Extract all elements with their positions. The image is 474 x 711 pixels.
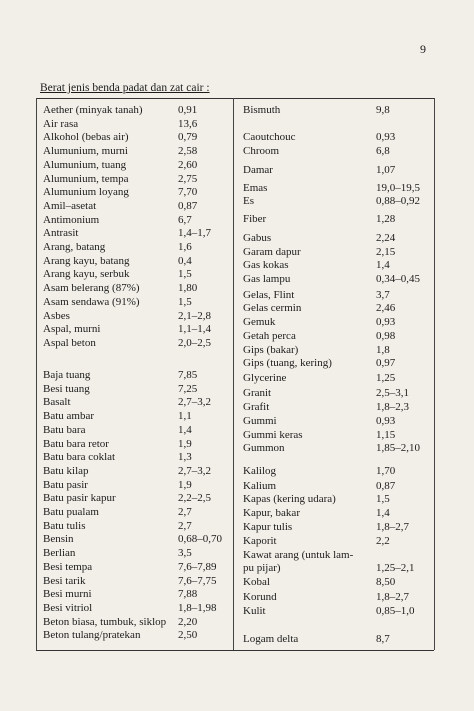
specific-gravity-value: 1,8–2,3 <box>376 401 409 413</box>
specific-gravity-value: 2,7–3,2 <box>178 396 211 409</box>
specific-gravity-value: 1,5 <box>376 493 390 505</box>
material-name: Aspal beton <box>43 336 96 349</box>
specific-gravity-value: 1,25–2,1 <box>376 562 415 574</box>
specific-gravity-value: 1,5 <box>178 268 192 281</box>
specific-gravity-value: 1,8–2,7 <box>376 521 409 533</box>
table-row <box>0 442 474 455</box>
specific-gravity-value: 2,75 <box>178 172 198 185</box>
specific-gravity-value: 1,15 <box>376 429 396 441</box>
specific-gravity-value: 7,25 <box>178 382 198 395</box>
material-name: Damar <box>243 164 273 176</box>
table-row <box>0 576 474 589</box>
specific-gravity-value: 2,20 <box>178 615 198 628</box>
material-name: Alumunium, tempa <box>43 172 129 185</box>
specific-gravity-value: 2,7–3,2 <box>178 464 211 477</box>
specific-gravity-value: 1,25 <box>376 372 396 384</box>
table-row <box>0 104 474 117</box>
material-name: Gips (bakar) <box>243 344 299 356</box>
material-name: Gummi <box>243 415 277 427</box>
specific-gravity-value: 0,87 <box>178 199 198 212</box>
specific-gravity-value: 2,2–2,5 <box>178 492 211 505</box>
specific-gravity-value: 1,70 <box>376 465 396 477</box>
table-row <box>0 387 474 400</box>
specific-gravity-value: 0,88–0,92 <box>376 195 420 207</box>
material-name: Gummon <box>243 442 285 454</box>
specific-gravity-value: 1,9 <box>178 478 192 491</box>
table-row <box>0 415 474 428</box>
material-name: Batu kilap <box>43 464 89 477</box>
table-row <box>0 401 474 414</box>
material-name: Kaporit <box>243 535 277 547</box>
material-name: Es <box>243 195 254 207</box>
specific-gravity-value: 7,6–7,75 <box>178 574 217 587</box>
material-name: Batu bara <box>43 423 86 436</box>
specific-gravity-value: 2,60 <box>178 158 198 171</box>
material-name: Besi tempa <box>43 560 93 573</box>
material-name: Batu pualam <box>43 506 99 518</box>
table-row <box>0 535 474 548</box>
specific-gravity-value: 8,7 <box>376 633 390 645</box>
material-name: Logam delta <box>243 633 299 645</box>
specific-gravity-value: 1,4–1,7 <box>178 227 211 240</box>
material-name: Arang, batang <box>43 241 106 253</box>
specific-gravity-value: 1,8–2,7 <box>376 591 409 603</box>
specific-gravity-value: 6,7 <box>178 213 192 226</box>
material-name: Bismuth <box>243 104 281 116</box>
specific-gravity-value: 0,34–0,45 <box>376 273 420 285</box>
specific-gravity-value: 7,88 <box>178 588 198 601</box>
material-name: Caoutchouc <box>243 131 296 143</box>
material-name: Asbes <box>43 309 70 322</box>
table-row <box>0 493 474 506</box>
table-heading: Berat jenis benda padat dan zat cair : <box>40 82 210 94</box>
specific-gravity-value: 2,24 <box>376 232 396 244</box>
specific-gravity-value: 1,85–2,10 <box>376 442 420 454</box>
specific-gravity-value: 1,4 <box>376 259 390 271</box>
specific-gravity-value: 2,2 <box>376 535 390 547</box>
table-row <box>0 429 474 442</box>
material-name: Besi tuang <box>43 382 90 395</box>
specific-gravity-value: 19,0–19,5 <box>376 182 420 194</box>
specific-gravity-value: 1,8–1,98 <box>178 601 217 614</box>
specific-gravity-value: 1,28 <box>376 213 396 225</box>
specific-gravity-value: 7,70 <box>178 186 198 199</box>
specific-gravity-value: 7,85 <box>178 369 198 381</box>
specific-gravity-value: 1,07 <box>376 164 396 176</box>
table-row <box>0 145 474 158</box>
table-row <box>0 633 474 646</box>
specific-gravity-value: 1,5 <box>178 295 192 308</box>
table-row <box>0 232 474 245</box>
table-row <box>0 562 474 575</box>
material-name: Gummi keras <box>243 429 303 441</box>
table-row <box>0 330 474 343</box>
material-name: Korund <box>243 591 277 603</box>
material-name: Chroom <box>243 145 280 157</box>
table-row <box>0 164 474 177</box>
material-name: Alumunium loyang <box>43 186 129 199</box>
specific-gravity-value: 0,93 <box>376 415 396 427</box>
table-row <box>0 259 474 272</box>
material-name: Kapas (kering udara) <box>243 493 336 505</box>
material-name: Getah perca <box>243 330 296 342</box>
specific-gravity-value: 1,8 <box>376 344 390 356</box>
material-name: Gelas cermin <box>243 302 302 314</box>
table-row <box>0 213 474 226</box>
specific-gravity-value: 0,98 <box>376 330 396 342</box>
material-name: Alkohol (bebas air) <box>43 131 129 144</box>
material-name: Kalium <box>243 480 276 492</box>
table-row <box>0 316 474 329</box>
specific-gravity-value: 3,5 <box>178 547 192 560</box>
material-name: Granit <box>243 387 272 399</box>
material-name: Gelas, Flint <box>243 289 295 301</box>
material-name: Glycerine <box>243 372 287 384</box>
table-top-rule <box>36 98 434 99</box>
material-name: Gabus <box>243 232 272 244</box>
specific-gravity-value: 1,1–1,4 <box>178 323 211 336</box>
specific-gravity-value: 1,9 <box>178 437 192 450</box>
material-name: Kalilog <box>243 465 276 477</box>
material-name: Gas lampu <box>243 273 291 285</box>
table-row <box>0 465 474 478</box>
material-name: Besi tarik <box>43 574 86 587</box>
specific-gravity-value: 6,8 <box>376 145 390 157</box>
material-name: Antimonium <box>43 213 100 226</box>
material-name: Air rasa <box>43 117 79 130</box>
specific-gravity-value: 2,58 <box>178 145 198 158</box>
material-name: Beton tulang/pratekan <box>43 629 141 642</box>
material-name: Alumunium, tuang <box>43 158 127 171</box>
material-name: Kulit <box>243 605 266 617</box>
table-row <box>0 480 474 493</box>
table-row <box>0 591 474 604</box>
material-name: Fiber <box>243 213 267 225</box>
table-row <box>0 521 474 534</box>
material-name: Batu pasir <box>43 478 88 491</box>
specific-gravity-value: 0,93 <box>376 316 396 328</box>
specific-gravity-value: 2,7 <box>178 506 192 518</box>
table-row <box>0 372 474 385</box>
material-name: Batu bara retor <box>43 437 109 450</box>
material-name: pu pijar) <box>243 562 281 574</box>
material-name: Batu tulis <box>43 519 86 532</box>
material-name: Grafit <box>243 401 270 413</box>
table-row <box>0 605 474 618</box>
specific-gravity-value: 1,1 <box>178 410 192 423</box>
material-name: Gips (tuang, kering) <box>243 357 332 369</box>
material-name: Batu pasir kapur <box>43 492 116 505</box>
specific-gravity-value: 8,50 <box>376 576 396 588</box>
table-bottom-rule <box>36 650 434 651</box>
material-name: Arang kayu, serbuk <box>43 268 130 281</box>
table-row <box>0 549 474 562</box>
specific-gravity-value: 9,8 <box>376 104 390 116</box>
material-name: Asam sendawa (91%) <box>43 295 140 308</box>
material-name: Garam dapur <box>243 246 301 258</box>
material-name: Antrasit <box>43 227 79 240</box>
material-name: Bensin <box>43 533 74 546</box>
specific-gravity-value: 1,3 <box>178 451 192 464</box>
table-row <box>0 195 474 208</box>
specific-gravity-value: 0,87 <box>376 480 396 492</box>
table-row <box>0 289 474 302</box>
specific-gravity-value: 2,0–2,5 <box>178 336 211 349</box>
material-name: Batu bara coklat <box>43 451 116 464</box>
material-name: Besi murni <box>43 588 92 601</box>
specific-gravity-value: 1,80 <box>178 282 198 295</box>
material-name: Arang kayu, batang <box>43 254 130 267</box>
specific-gravity-value: 0,93 <box>376 131 396 143</box>
material-name: Kapur tulis <box>243 521 293 533</box>
table-row <box>0 507 474 520</box>
material-name: Basalt <box>43 396 71 409</box>
material-name: Amil–asetat <box>43 199 97 212</box>
specific-gravity-value: 1,6 <box>178 241 192 253</box>
material-name: Aether (minyak tanah) <box>43 104 143 116</box>
table-row <box>0 357 474 370</box>
material-name: Emas <box>243 182 268 194</box>
table-row <box>0 131 474 144</box>
material-name: Gas kokas <box>243 259 289 271</box>
page-number: 9 <box>420 42 426 56</box>
material-name: Besi vitriol <box>43 601 93 614</box>
specific-gravity-value: 2,1–2,8 <box>178 309 211 322</box>
table-row <box>0 246 474 259</box>
specific-gravity-value: 0,97 <box>376 357 396 369</box>
material-name: Aspal, murni <box>43 323 101 336</box>
material-name: Alumunium, murni <box>43 145 128 158</box>
material-name: Kobal <box>243 576 270 588</box>
specific-gravity-value: 2,5–3,1 <box>376 387 409 399</box>
specific-gravity-value: 0,4 <box>178 254 192 267</box>
material-name: Batu ambar <box>43 410 95 423</box>
material-name: Berlian <box>43 547 76 560</box>
material-name: Beton biasa, tumbuk, siklop <box>43 615 167 628</box>
material-name: Gemuk <box>243 316 276 328</box>
specific-gravity-value: 0,79 <box>178 131 198 144</box>
material-name: Kawat arang (untuk lam- <box>243 549 354 561</box>
material-name: Baja tuang <box>43 369 91 381</box>
material-name: Kapur, bakar <box>243 507 300 519</box>
specific-gravity-value: 2,50 <box>178 629 198 642</box>
specific-gravity-value: 0,68–0,70 <box>178 533 222 546</box>
specific-gravity-value: 1,4 <box>376 507 390 519</box>
material-name: Asam belerang (87%) <box>43 282 140 295</box>
table-row <box>0 273 474 286</box>
specific-gravity-value: 7,6–7,89 <box>178 560 217 573</box>
specific-gravity-value: 3,7 <box>376 289 390 301</box>
specific-gravity-value: 2,15 <box>376 246 396 258</box>
specific-gravity-value: 1,4 <box>178 423 192 436</box>
specific-gravity-value: 0,91 <box>178 104 198 116</box>
table-row <box>0 118 474 131</box>
specific-gravity-value: 0,85–1,0 <box>376 605 415 617</box>
specific-gravity-value: 2,46 <box>376 302 396 314</box>
table-row <box>0 302 474 315</box>
table-row <box>0 344 474 357</box>
table-row <box>0 182 474 195</box>
specific-gravity-value: 2,7 <box>178 519 192 532</box>
specific-gravity-value: 13,6 <box>178 117 198 130</box>
